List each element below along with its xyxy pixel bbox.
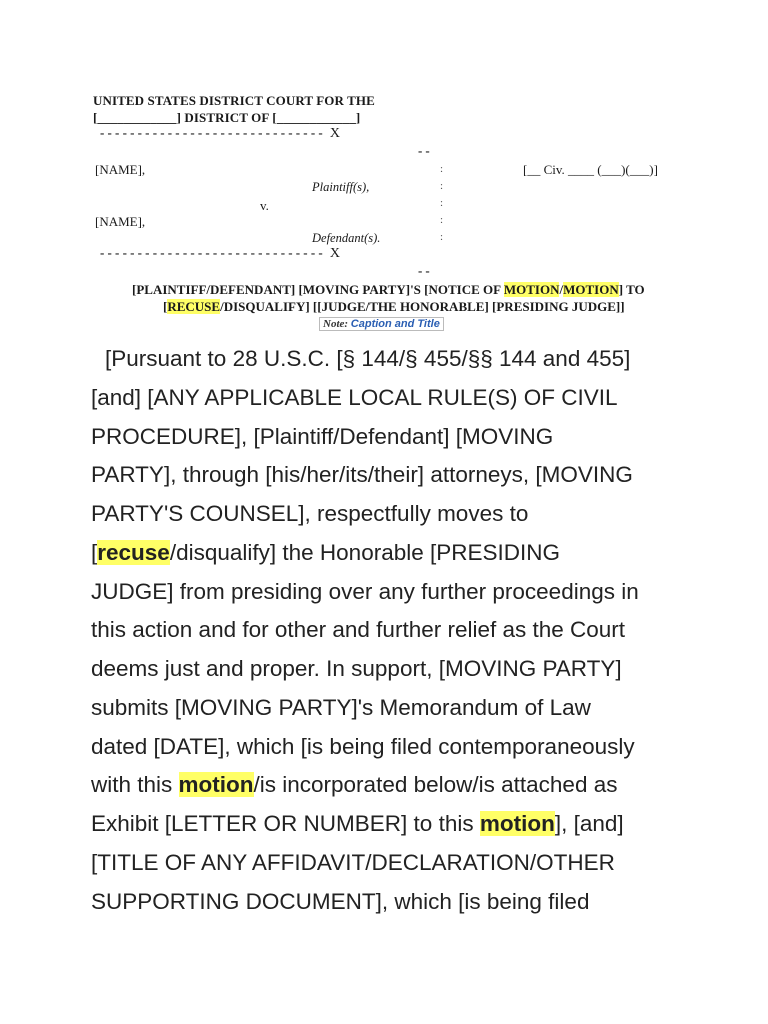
defendant-name: [NAME], xyxy=(95,214,146,229)
body-line: PARTY'S COUNSEL], respectfully moves to xyxy=(91,501,529,526)
body-text: /is incorporated below/is attached as xyxy=(253,772,618,798)
body-line: PARTY], through [his/her/its/their] attorneys, [MOVING xyxy=(91,462,633,488)
body-line: dated [DATE], which [is being filed contemporaneously xyxy=(91,733,635,759)
x-mark: X xyxy=(329,246,340,261)
body-text: /disqualify] the Honorable [PRESIDING xyxy=(169,539,561,565)
body-line xyxy=(91,534,691,573)
body-line: submits [MOVING PARTY]'s Memorandum of Law xyxy=(91,694,591,720)
title-text: [PLAINTIFF/DEFENDANT] [MOVING PARTY]'S [NOTICE OF xyxy=(132,282,504,297)
title-text: / xyxy=(559,282,564,297)
note-text: Caption and Title xyxy=(350,318,440,330)
caption-colon: : xyxy=(440,163,444,175)
x-mark: X xyxy=(329,126,340,141)
body-line: PROCEDURE], [Plaintiff/Defendant] [MOVING xyxy=(91,423,554,449)
highlighted-term: motion xyxy=(178,772,254,798)
dash-wrap-top: -- xyxy=(418,143,433,158)
plaintiff-name: [NAME], xyxy=(95,162,146,177)
caption-colon: : xyxy=(440,180,444,192)
body-text: [ xyxy=(91,539,98,565)
highlighted-term: recuse xyxy=(97,539,170,565)
caption-separator-top xyxy=(100,125,340,142)
body-line xyxy=(91,766,691,805)
drafting-note[interactable] xyxy=(319,317,444,331)
highlighted-term: MOTION xyxy=(563,282,619,297)
caption-colon: : xyxy=(440,197,444,209)
caption-separator-bottom xyxy=(100,245,340,262)
body-line: SUPPORTING DOCUMENT], which [is being filed xyxy=(91,888,590,914)
plaintiff-role: Plaintiff(s), xyxy=(312,180,370,194)
court-name-line: UNITED STATES DISTRICT COURT FOR THE xyxy=(93,93,375,108)
defendant-role: Defendant(s). xyxy=(312,231,381,245)
body-text: with this xyxy=(91,772,179,798)
body-line: this action and for other and further relief as the Court xyxy=(91,617,626,643)
district-line: [____________] DISTRICT OF [____________] xyxy=(93,110,361,125)
body-text: ], [and] xyxy=(554,811,624,836)
body-line: [TITLE OF ANY AFFIDAVIT/DECLARATION/OTHER xyxy=(91,849,615,875)
dash-wrap-bottom: -- xyxy=(418,263,433,278)
title-text: ] TO xyxy=(618,282,645,297)
body-line: [and] [ANY APPLICABLE LOCAL RULE(S) OF CIVIL xyxy=(91,384,618,410)
title-text: /DISQUALIFY] [[JUDGE/THE HONORABLE] [PRESIDING JUDGE]] xyxy=(220,299,625,314)
title-text: [ xyxy=(163,299,168,314)
dash-rule: ------------------------------ xyxy=(100,125,326,140)
body-line xyxy=(91,805,691,844)
highlighted-term: RECUSE xyxy=(167,299,221,314)
motion-title-line-2 xyxy=(163,299,625,315)
motion-title-line-1 xyxy=(132,282,645,298)
note-label: Note: xyxy=(323,318,349,330)
motion-body xyxy=(91,340,691,921)
body-line: deems just and proper. In support, [MOVING PARTY] xyxy=(91,656,622,681)
caption-colon: : xyxy=(440,231,444,243)
body-text: Exhibit [LETTER OR NUMBER] to this xyxy=(91,811,480,836)
versus-label: v. xyxy=(260,198,269,213)
highlighted-term: MOTION xyxy=(503,282,560,297)
body-line: [Pursuant to 28 U.S.C. [§ 144/§ 455/§§ 144 and 455] xyxy=(105,346,631,371)
caption-colon: : xyxy=(440,214,444,226)
civil-case-number: [__ Civ. ____ (___)(___)] xyxy=(523,162,658,177)
dash-rule: ------------------------------ xyxy=(100,245,326,260)
body-line: JUDGE] from presiding over any further proceedings in xyxy=(91,578,639,604)
highlighted-term: motion xyxy=(479,811,555,836)
